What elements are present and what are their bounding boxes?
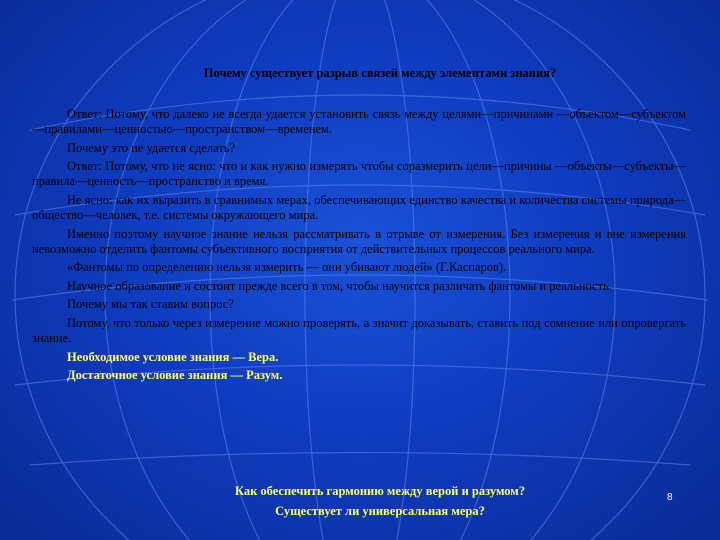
slide-number: 8 [667, 492, 673, 503]
paragraph: Потому, что только через измерение можно проверять, а значит доказывать, ставить под сомнение или опровергать знание. [32, 315, 686, 346]
closing-question-line-2: Существует ли универсальная мера? [275, 504, 485, 518]
slide-title: Почему существует разрыв связей между элементами знания? [203, 66, 557, 80]
closing-question-line-1: Как обеспечить гармонию между верой и разумом? [234, 484, 526, 498]
paragraph: «Фантомы по определению нельзя измерить — они убивают людей» (Г.Каспаров). [67, 260, 507, 275]
slide-body-text [32, 107, 686, 387]
paragraph: Именно поэтому научное знание нельзя рассматривать в отрыве от измерения. Без измерения и вне измерения невозможно отделить фантомы субъективного восприятия от действительных процессов реального мира. [32, 226, 686, 256]
paragraph: Не ясно: как их выразить в сравнимых мерах, обеспечивающих единство качества и количества системы природа—общество—человек, т.е. системы окружающего мира. [32, 192, 686, 223]
paragraph: Ответ: Потому, что далеко не всегда удается установить связь между целями—причинами —объектом—субъектом—правилами—ценностью—пространством—временем. [32, 107, 686, 137]
paragraph: Почему мы так ставим вопрос? [67, 297, 234, 312]
closing-question [0, 481, 720, 521]
highlighted-paragraph: Необходимое условие знания — Вера. [67, 349, 279, 364]
paragraph: Почему это не удается сделать? [67, 140, 236, 155]
paragraph: Научное образование и состоит прежде всего в том, чтобы научится различать фантомы и реальность. [67, 278, 612, 293]
paragraph: Ответ: Потому, что не ясно: что и как нужно измерять чтобы соразмерить цели—причины —объекты—субъекты—правила—ценность—пространство и время. [32, 159, 686, 189]
highlighted-paragraph: Достаточное условие знания — Разум. [67, 368, 283, 383]
